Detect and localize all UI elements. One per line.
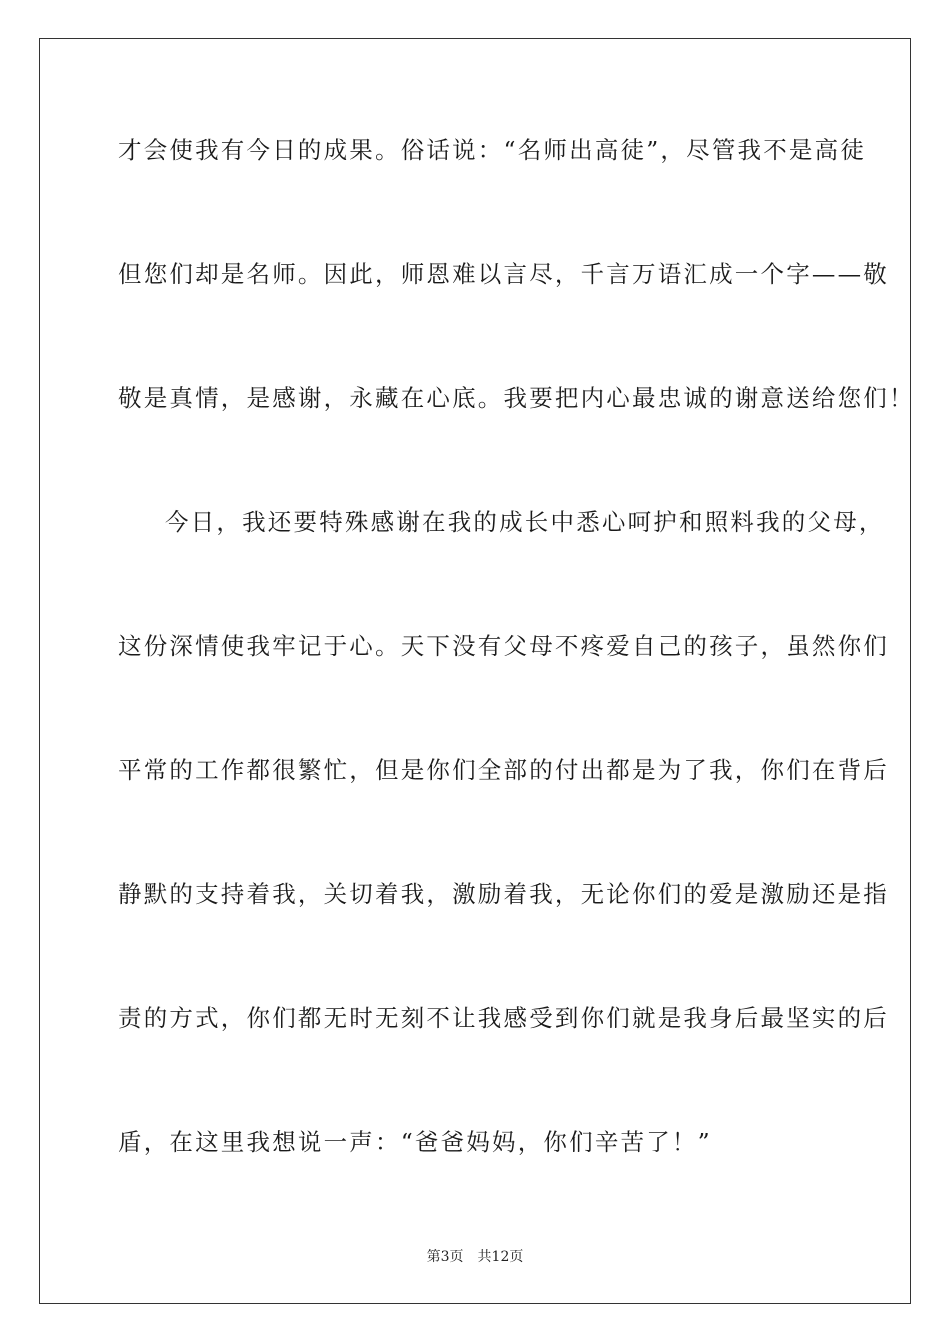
page-number: 第3页 [426,1249,464,1265]
body-line-9: 盾，在这里我想说一声：“爸爸妈妈，你们辛苦了！” [118,1128,712,1156]
body-line-7: 静默的支持着我，关切着我，激励着我，无论你们的爱是激励还是指 [118,880,889,908]
body-line-1: 才会使我有今日的成果。俗话说：“名师出高徒”，尽管我不是高徒 [118,136,867,164]
page-total: 共12页 [477,1249,524,1265]
body-line-3: 敬是真情，是感谢，永藏在心底。我要把内心最忠诚的谢意送给您们！ [118,384,915,412]
body-line-8: 责的方式，你们都无时无刻不让我感受到你们就是我身后最坚实的后 [118,1004,889,1032]
body-line-6: 平常的工作都很繁忙，但是你们全部的付出都是为了我，你们在背后 [118,756,889,784]
body-line-4-paragraph-start: 今日，我还要特殊感谢在我的成长中悉心呵护和照料我的父母， [165,508,885,536]
page-border [39,38,915,1304]
page-footer [0,1248,950,1266]
body-line-2: 但您们却是名师。因此，师恩难以言尽，千言万语汇成一个字——敬 [118,260,889,288]
body-line-5: 这份深情使我牢记于心。天下没有父母不疼爱自己的孩子，虽然你们 [118,632,889,660]
